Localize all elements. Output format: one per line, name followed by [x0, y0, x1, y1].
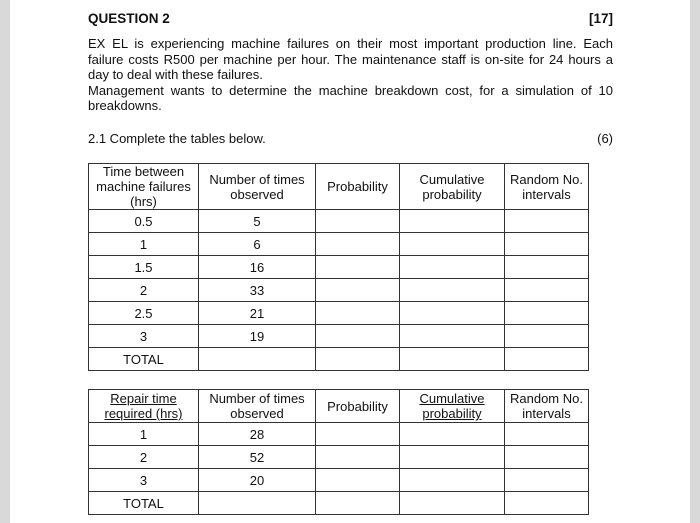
- table-row: [89, 325, 589, 348]
- time-cell: 1: [89, 233, 199, 256]
- failure-time-table: [88, 163, 589, 371]
- question-heading: [88, 11, 613, 31]
- header-times-observed: Number of times observed: [199, 390, 316, 423]
- random-interval-cell[interactable]: [505, 302, 589, 325]
- table-row: [89, 446, 589, 469]
- total-cumulative-cell[interactable]: [400, 348, 505, 371]
- total-probability-cell[interactable]: [316, 348, 400, 371]
- random-interval-cell[interactable]: [505, 446, 589, 469]
- observed-cell: 28: [199, 423, 316, 446]
- total-row: [89, 492, 589, 515]
- probability-cell[interactable]: [316, 302, 400, 325]
- observed-cell: 21: [199, 302, 316, 325]
- header-probability: Probability: [316, 164, 400, 210]
- observed-cell: 6: [199, 233, 316, 256]
- random-interval-cell[interactable]: [505, 210, 589, 233]
- header-probability: Probability: [316, 390, 400, 423]
- observed-cell: 19: [199, 325, 316, 348]
- random-interval-cell[interactable]: [505, 256, 589, 279]
- cumulative-cell[interactable]: [400, 210, 505, 233]
- header-repair-time: Repair time required (hrs): [89, 390, 199, 423]
- random-interval-cell[interactable]: [505, 279, 589, 302]
- observed-cell: 20: [199, 469, 316, 492]
- header-time-between-failures: Time between machine failures (hrs): [89, 164, 199, 210]
- right-frame-border: [690, 0, 700, 523]
- table-row: [89, 256, 589, 279]
- table-row: [89, 210, 589, 233]
- total-observed-cell[interactable]: [199, 492, 316, 515]
- total-cumulative-cell[interactable]: [400, 492, 505, 515]
- table-row: [89, 423, 589, 446]
- probability-cell[interactable]: [316, 279, 400, 302]
- header-random-intervals: Random No. intervals: [505, 390, 589, 423]
- total-label: TOTAL: [89, 492, 199, 515]
- cumulative-cell[interactable]: [400, 423, 505, 446]
- task-marks: (6): [597, 131, 613, 146]
- header-random-intervals: Random No. intervals: [505, 164, 589, 210]
- random-interval-cell[interactable]: [505, 469, 589, 492]
- random-interval-cell[interactable]: [505, 325, 589, 348]
- probability-cell[interactable]: [316, 325, 400, 348]
- probability-cell[interactable]: [316, 233, 400, 256]
- random-interval-cell[interactable]: [505, 233, 589, 256]
- probability-cell[interactable]: [316, 256, 400, 279]
- total-random-interval-cell[interactable]: [505, 492, 589, 515]
- cumulative-cell[interactable]: [400, 256, 505, 279]
- task-instruction: 2.1 Complete the tables below.: [88, 131, 266, 146]
- table-header-row: [89, 164, 589, 210]
- intro-paragraph-2: Management wants to determine the machine breakdown cost, for a simulation of 10 breakdowns.: [88, 82, 613, 113]
- header-cumulative-probability: Cumulative probability: [400, 164, 505, 210]
- table-row: [89, 302, 589, 325]
- probability-cell[interactable]: [316, 210, 400, 233]
- time-cell: 0.5: [89, 210, 199, 233]
- repair-time-table: [88, 389, 589, 515]
- question-intro: [88, 36, 613, 114]
- repair-time-cell: 2: [89, 446, 199, 469]
- total-probability-cell[interactable]: [316, 492, 400, 515]
- time-cell: 2: [89, 279, 199, 302]
- total-label: TOTAL: [89, 348, 199, 371]
- observed-cell: 5: [199, 210, 316, 233]
- observed-cell: 52: [199, 446, 316, 469]
- total-row: [89, 348, 589, 371]
- table-row: [89, 233, 589, 256]
- observed-cell: 33: [199, 279, 316, 302]
- cumulative-cell[interactable]: [400, 233, 505, 256]
- header-cumulative-probability: Cumulative probability: [400, 390, 505, 423]
- observed-cell: 16: [199, 256, 316, 279]
- cumulative-cell[interactable]: [400, 279, 505, 302]
- total-observed-cell[interactable]: [199, 348, 316, 371]
- probability-cell[interactable]: [316, 423, 400, 446]
- random-interval-cell[interactable]: [505, 423, 589, 446]
- table-header-row: [89, 390, 589, 423]
- question-title: QUESTION 2: [88, 11, 170, 26]
- repair-time-cell: 3: [89, 469, 199, 492]
- total-random-interval-cell[interactable]: [505, 348, 589, 371]
- time-cell: 2.5: [89, 302, 199, 325]
- table-row: [89, 469, 589, 492]
- question-marks: [17]: [588, 11, 613, 26]
- intro-paragraph-1: EX EL is experiencing machine failures on their most important production line. Each failure costs R500 per machine per hour. The maintenance staff is on-site for 24 hours a day to deal with these failures.: [88, 36, 613, 82]
- header-times-observed: Number of times observed: [199, 164, 316, 210]
- time-cell: 1.5: [89, 256, 199, 279]
- repair-time-cell: 1: [89, 423, 199, 446]
- cumulative-cell[interactable]: [400, 469, 505, 492]
- probability-cell[interactable]: [316, 446, 400, 469]
- time-cell: 3: [89, 325, 199, 348]
- cumulative-cell[interactable]: [400, 302, 505, 325]
- probability-cell[interactable]: [316, 469, 400, 492]
- cumulative-cell[interactable]: [400, 325, 505, 348]
- table-row: [89, 279, 589, 302]
- left-frame-border: [0, 0, 10, 523]
- cumulative-cell[interactable]: [400, 446, 505, 469]
